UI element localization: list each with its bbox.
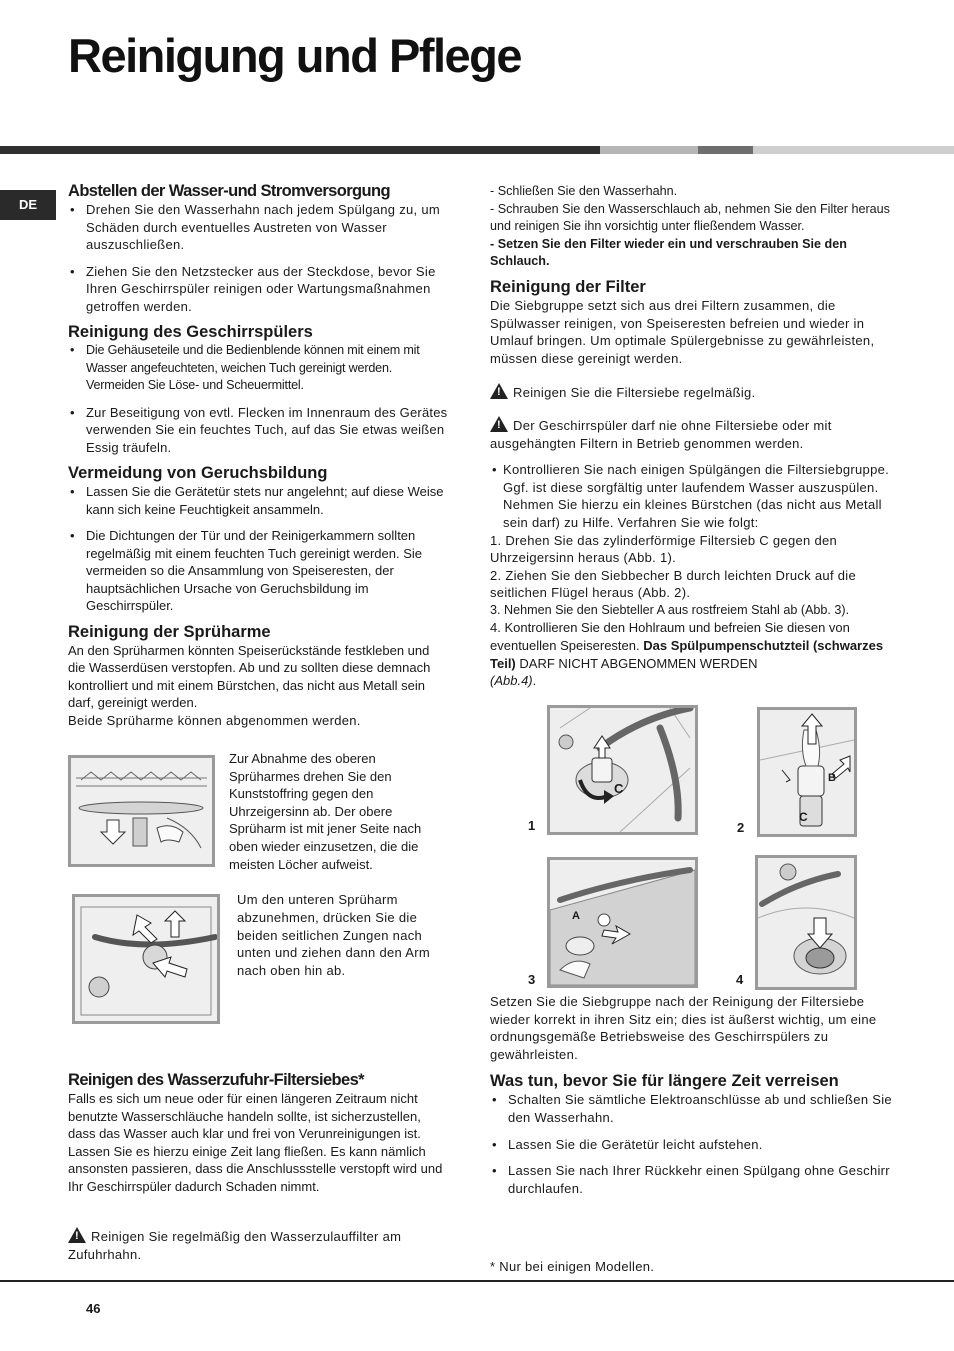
page-title: Reinigung und Pflege <box>68 29 522 82</box>
section-heading: Was tun, bevor Sie für längere Zeit verreisen <box>490 1072 839 1091</box>
warning-icon <box>490 383 508 399</box>
figure-number: 2 <box>737 820 745 835</box>
footnote: * Nur bei einigen Modellen. <box>490 1259 655 1274</box>
right-column-bottom <box>490 993 900 1197</box>
list-item: • Lassen Sie die Gerätetür leicht aufstehen. <box>490 1136 900 1154</box>
label-c: C <box>799 810 808 824</box>
list-item: • Zur Beseitigung von evtl. Flecken im Innenraum des Gerätes verwenden Sie ein feuchtes Tuch, auf das Sie etwas weißen Essig träufeln. <box>68 404 448 457</box>
instruction-line: - Schrauben Sie den Wasserschlauch ab, nehmen Sie den Filter heraus und reinigen Sie ihn vorsichtig unter fließendem Wasser. <box>490 201 890 234</box>
warning-icon <box>490 416 508 432</box>
header-bar-accent <box>698 146 753 154</box>
section-heading: Reinigung der Sprüharme <box>68 622 271 641</box>
section-heading: Reinigen des Wasserzufuhr-Filtersiebes* <box>68 1071 364 1089</box>
instruction-line-bold: - Setzen Sie den Filter wieder ein und verschrauben Sie den Schlauch. <box>490 236 847 269</box>
paragraph: Beide Sprüharme können abgenommen werden. <box>68 712 361 728</box>
step-caps: DARF NICHT ABGENOMMEN WERDEN <box>519 655 758 671</box>
list-item: • Die Gehäuseteile und die Bedienblende können mit einem mit Wasser angefeuchteten, weichen Tuch gereinigt werden. Vermeiden Sie Löse- und Scheuermittel. <box>68 342 448 395</box>
right-column-top <box>490 183 908 690</box>
header-bar-light <box>600 146 698 154</box>
upper-spray-arm-text: Zur Abnahme des oberen Sprüharmes drehen Sie den Kunststoffring gegen den Uhrzeigersinn ab. Der obere Sprüharm ist mit jener Seite nach oben wieder einzusetzen, die die meisten Löcher aufweist. <box>229 751 422 872</box>
warning-text: Reinigen Sie die Filtersiebe regelmäßig. <box>513 385 756 401</box>
warning-line <box>490 383 908 402</box>
bullet-list <box>490 461 908 531</box>
section-heading: Abstellen der Wasser-und Stromversorgung <box>68 182 390 200</box>
warning-text: Reinigen Sie regelmäßig den Wasserzulauffilter am Zufuhrhahn. <box>68 1229 402 1262</box>
step-bold: Das Spülpumpenschutzteil (schwarzes Teil) <box>490 638 884 671</box>
warning-text: Der Geschirrspüler darf nie ohne Filtersiebe oder mit ausgehängten Filtern in Betrieb genommen werden. <box>490 417 832 451</box>
bullet-list <box>68 342 448 456</box>
step <box>490 619 908 689</box>
figure-number: 3 <box>528 972 536 987</box>
paragraph: Falls es sich um neue oder für einen längeren Zeitraum nicht benutzte Wasserschläuche handeln sollte, ist sicherzustellen, dass das Wasser auch klar und frei von Verunreinigungen ist. Lassen Sie es hierzu einige Zeit lang fließen. Es kann nämlich ansonsten passieren, dass die Anschlussstelle verstopft wird und Ihr Geschirrspüler dadurch Schaden nimmt. <box>68 1091 443 1194</box>
header-bar-dark <box>0 146 600 154</box>
step-ref: (Abb.4) <box>490 673 533 689</box>
step: 1. Drehen Sie das zylinderförmige Filtersieb C gegen den Uhrzeigersinn heraus (Abb. 1). <box>490 532 838 566</box>
warning-line <box>490 416 908 452</box>
step: 3. Nehmen Sie den Siebteller A aus rostfreiem Stahl ab (Abb. 3). <box>490 602 850 617</box>
paragraph: Die Siebgruppe setzt sich aus drei Filtern zusammen, die Spülwasser reinigen, von Speiseresten befreien und wieder in Umlauf bringen. Um optimale Spülergebnisse zu gewährleisten, müssen diese gereinigt werden. <box>490 297 875 366</box>
instruction-line: - Schließen Sie den Wasserhahn. <box>490 184 678 198</box>
figure-number: 4 <box>736 972 744 987</box>
label-b: B <box>828 772 836 784</box>
lower-spray-arm-figure <box>72 894 220 1024</box>
bullet-list <box>490 1091 900 1197</box>
list-item: • Drehen Sie den Wasserhahn nach jedem Spülgang zu, um Schäden durch eventuelles Austreten von Wasser auszuschließen. <box>68 201 448 254</box>
header-bar-light-end <box>753 146 954 154</box>
step-text: 4. Kontrollieren Sie den Hohlraum und befreien Sie diesen von eventuellen Speiseresten. <box>490 620 850 654</box>
paragraph: Setzen Sie die Siebgruppe nach der Reinigung der Filtersiebe wieder korrekt in ihren Sitz ein; dies ist äußerst wichtig, um eine ordnungsgemäße Betriebsweise des Geschirrspülers zu gewährleisten. <box>490 994 877 1062</box>
step-period: . <box>532 673 537 689</box>
list-item: • Lassen Sie die Gerätetür stets nur angelehnt; auf diese Weise kann sich keine Feuchtigkeit ansammeln. <box>68 483 448 518</box>
filter-figure-1 <box>547 705 698 835</box>
list-item: • Schalten Sie sämtliche Elektroanschlüsse ab und schließen Sie den Wasserhahn. <box>490 1091 900 1126</box>
label-a: A <box>572 910 580 922</box>
left-column <box>68 181 448 729</box>
left-column-lower <box>68 1070 448 1195</box>
page-number: 46 <box>86 1301 101 1316</box>
list-item: • Kontrollieren Sie nach einigen Spülgängen die Filtersiebgruppe. Ggf. ist diese sorgfältig unter laufendem Wasser auszuspülen. Nehmen Sie hierzu ein kleines Bürstchen (das nicht aus Metall sein darf) zu Hilfe. Verfahren Sie wie folgt: <box>490 461 908 531</box>
section-heading: Reinigung des Geschirrspülers <box>68 323 313 341</box>
footer-rule <box>0 1280 954 1282</box>
section-heading: Reinigung der Filter <box>490 277 646 296</box>
upper-spray-arm-figure <box>68 755 215 867</box>
filter-figure-4 <box>755 855 857 990</box>
list-item: • Lassen Sie nach Ihrer Rückkehr einen Spülgang ohne Geschirr durchlaufen. <box>490 1162 900 1197</box>
step: 2. Ziehen Sie den Siebbecher B durch leichten Druck auf die seitlichen Flügel heraus (Abb. 2). <box>490 567 857 601</box>
list-item: • Ziehen Sie den Netzstecker aus der Steckdose, bevor Sie Ihren Geschirrspüler reinigen oder Wartungsmaßnahmen getroffen werden. <box>68 263 448 316</box>
bullet-list <box>68 201 448 315</box>
list-item: • Die Dichtungen der Tür und der Reinigerkammern sollten regelmäßig mit einem feuchten Tuch gereinigt werden. Sie vermeiden so die Ansammlung von Speiseresten, der hauptsächlichen Ursache von Geruchsbildung im Geschirrspüler. <box>68 527 448 615</box>
water-filter-warning <box>68 1227 448 1263</box>
paragraph: An den Sprüharmen könnten Speiserückstände festkleben und die Wasserdüsen verstopfen. Ab und zu sollten diese demnach kontrolliert und mit einem Bürstchen, das nicht aus Metall sein darf, gereinigt werden. <box>68 642 431 710</box>
section-heading: Vermeidung von Geruchsbildung <box>68 464 328 482</box>
label-c: C <box>614 781 624 796</box>
filter-figure-3 <box>547 857 698 988</box>
bullet-list <box>68 483 448 615</box>
lower-spray-arm-text: Um den unteren Sprüharm abzunehmen, drücken Sie die beiden seitlichen Zungen nach unten und ziehen dann den Arm nach oben hin ab. <box>237 892 431 979</box>
language-tab: DE <box>0 190 56 220</box>
warning-icon <box>68 1227 86 1243</box>
figure-number: 1 <box>528 818 536 833</box>
